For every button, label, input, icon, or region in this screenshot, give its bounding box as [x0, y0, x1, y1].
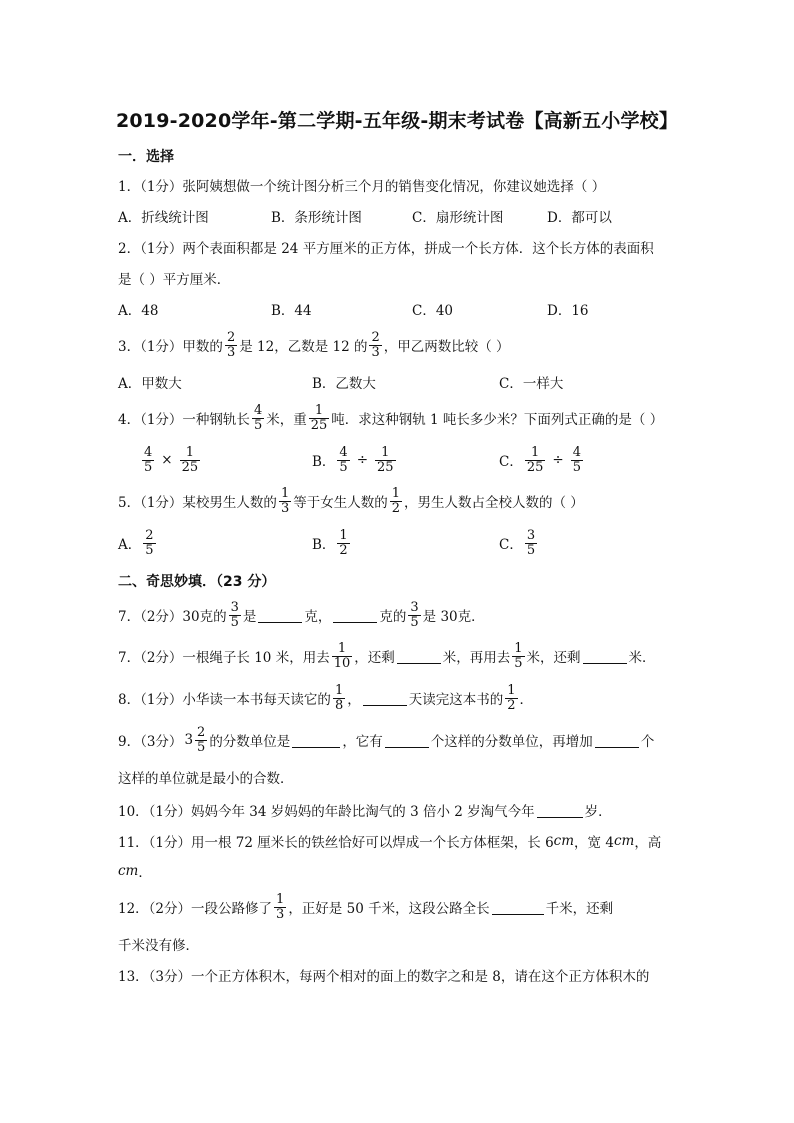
q7a-text-3: 克， [304, 609, 332, 625]
numerator: 1 [339, 527, 348, 543]
denominator: 3 [276, 906, 285, 922]
fraction [142, 446, 154, 475]
fraction [369, 331, 381, 360]
answer-blank [492, 900, 544, 915]
option-label: C． [499, 537, 523, 553]
numerator: 1 [514, 640, 523, 656]
q5-text-1: 5．（1分）某校男生人数的 [118, 495, 277, 511]
denominator: 25 [526, 459, 544, 475]
numerator: 1 [507, 682, 516, 698]
question-3 [118, 330, 510, 360]
fraction [180, 446, 201, 475]
question-11-line-2 [118, 856, 152, 886]
q4-option-a [140, 445, 202, 475]
q4-text-3: 吨．求这种钢轨 1 吨长多少米？下面列式正确的是（ ） [331, 412, 664, 428]
q3-text-2: 是 12，乙数是 12 的 [239, 339, 368, 355]
denominator: 3 [280, 500, 290, 516]
unit-cm: cm [118, 863, 139, 879]
numerator: 1 [391, 485, 400, 501]
denominator: 5 [514, 655, 523, 671]
question-5 [118, 486, 584, 516]
numerator: 2 [371, 329, 380, 345]
numerator: 3 [410, 599, 419, 615]
denominator: 5 [339, 459, 348, 475]
fraction [375, 446, 396, 475]
denominator: 8 [334, 697, 344, 713]
q7b-text-1: 7．（2分）一根绳子长 10 米，用去 [118, 650, 330, 666]
q8-text-3: 天读完这本书的 [408, 692, 504, 708]
q12-text-3: 千米，还剩 [545, 901, 614, 917]
numerator: 2 [145, 527, 154, 543]
q7b-text-2: ，还剩 [354, 650, 395, 666]
q1-option-b: B．条形统计图 [271, 210, 362, 226]
denominator: 3 [371, 344, 380, 360]
q9-text-4: 个这样的分数单位，再增加 [430, 734, 593, 750]
denominator: 2 [391, 500, 400, 516]
q7b-text-4: 米，还剩 [526, 650, 581, 666]
q1-option-c: C．扇形统计图 [412, 210, 504, 226]
q10-text-1: 10．（1分）妈妈今年 34 岁妈妈的年龄比淘气的 3 倍小 2 岁淘气今年 [118, 804, 535, 820]
numerator: 1 [314, 402, 324, 418]
fraction [195, 726, 207, 755]
q8-text-1: 8．（1分）小华读一本书每天读它的 [118, 692, 331, 708]
question-12 [118, 892, 613, 922]
question-2-line-2: 是（ ）平方厘米． [118, 272, 231, 288]
numerator: 3 [230, 599, 239, 615]
numerator: 1 [185, 444, 194, 460]
divide-sign: ÷ [552, 452, 564, 468]
answer-blank [363, 691, 407, 706]
denominator: 5 [230, 614, 239, 630]
q12-text-2: ，正好是 50 千米，这段公路全长 [288, 901, 490, 917]
q7a-text-1: 7．（2分）30克的 [118, 609, 227, 625]
q10-text-2: 岁． [584, 804, 612, 820]
numerator: 1 [276, 891, 285, 907]
q1-option-d: D．都可以 [547, 210, 612, 226]
question-9-line-2: 这样的单位就是最小的合数． [118, 771, 294, 787]
denominator: 25 [181, 459, 199, 475]
q3-text-3: ，甲乙两数比较（ ） [383, 339, 510, 355]
fraction [333, 684, 345, 713]
denominator: 5 [253, 417, 263, 433]
question-7b [118, 641, 656, 671]
q5-text-2: 等于女生人数的 [293, 495, 388, 511]
q2-option-c: C．40 [412, 303, 454, 319]
fraction [252, 404, 264, 433]
question-12-line-2: 千米没有修． [118, 938, 199, 954]
denominator: 5 [197, 739, 206, 755]
q9-text-2: 的分数单位是 [209, 734, 291, 750]
denominator: 5 [144, 459, 153, 475]
answer-blank [583, 649, 627, 664]
question-7a [118, 600, 485, 630]
q1-option-a: A．折线统计图 [118, 210, 209, 226]
unit-cm: cm [553, 833, 575, 849]
numerator: 1 [337, 640, 347, 656]
multiply-sign: × [161, 452, 173, 468]
q4-text-1: 4．（1分）一种钢轨长 [118, 412, 250, 428]
q2-option-a: A．48 [118, 303, 159, 319]
option-label: C． [499, 454, 523, 470]
denominator: 10 [333, 655, 351, 671]
section-heading-fill: 二、奇思妙填．（23 分） [118, 574, 276, 590]
answer-blank [595, 733, 639, 748]
q11-text-3: ，高 [634, 835, 662, 851]
denominator: 3 [226, 344, 236, 360]
fraction [309, 404, 330, 433]
q9-text-5: 个 [640, 734, 655, 750]
answer-blank [537, 803, 583, 818]
numerator: 1 [530, 444, 540, 460]
fraction [512, 642, 524, 671]
page-title: 2019-2020学年-第二学期-五年级-期末考试卷【高新五小学校】 [115, 110, 679, 132]
question-13: 13．（3分）一个正方体积木，每两个相对的面上的数字之和是 8，请在这个正方体积木的 [118, 969, 650, 985]
numerator: 1 [381, 444, 390, 460]
denominator: 2 [339, 542, 348, 558]
section-heading-choice: 一．选择 [118, 149, 174, 165]
q4-text-2: 米，重 [266, 412, 307, 428]
answer-blank [258, 608, 302, 623]
fraction [390, 487, 402, 516]
numerator: 2 [226, 329, 236, 345]
option-label: B． [312, 454, 336, 470]
question-4 [118, 403, 663, 433]
denominator: 25 [310, 417, 328, 433]
fraction [332, 642, 353, 671]
fraction [525, 529, 537, 558]
q2-option-b: B．44 [271, 303, 312, 319]
q3-text-1: 3．（1分）甲数的 [118, 339, 223, 355]
answer-blank [333, 608, 377, 623]
fraction [408, 601, 420, 630]
q11-line2-end: ． [138, 865, 152, 881]
fraction [279, 487, 291, 516]
option-label: A． [118, 537, 142, 553]
denominator: 5 [526, 542, 536, 558]
denominator: 25 [377, 459, 394, 475]
q7b-text-5: 米． [628, 650, 656, 666]
unit-cm: cm [613, 833, 635, 849]
q3-option-b: B．乙数大 [312, 376, 376, 392]
question-11 [118, 826, 661, 856]
fraction [143, 529, 155, 558]
numerator: 4 [572, 444, 581, 460]
question-8 [118, 683, 533, 713]
q4-option-c [499, 445, 585, 475]
q9-text-3: ，它有 [342, 734, 383, 750]
q7a-text-2: 是 [242, 609, 257, 625]
numerator: 4 [253, 402, 263, 418]
numerator: 4 [339, 444, 348, 460]
denominator: 5 [572, 459, 581, 475]
q8-text-4: ． [519, 692, 533, 708]
question-2-line-1: 2．（1分）两个表面积都是 24 平方厘米的正方体，拼成一个长方体．这个长方体的表面积 [118, 241, 654, 257]
q5-text-3: ，男生人数占全校人数的（ ） [404, 495, 584, 511]
numerator: 3 [526, 527, 536, 543]
fraction [337, 529, 349, 558]
q3-option-a: A．甲数大 [118, 376, 182, 392]
q2-option-d: D．16 [547, 303, 589, 319]
question-1: 1．（1分）张阿姨想做一个统计图分析三个月的销售变化情况，你建议她选择（ ） [118, 179, 606, 195]
answer-blank [292, 733, 340, 748]
answer-blank [397, 649, 441, 664]
q5-option-a [118, 528, 158, 558]
numerator: 2 [197, 724, 206, 740]
fraction [337, 446, 349, 475]
q11-text-2: ，宽 4 [574, 835, 614, 851]
numerator: 1 [280, 485, 290, 501]
divide-sign: ÷ [356, 452, 369, 468]
denominator: 5 [145, 542, 154, 558]
numerator: 1 [334, 682, 344, 698]
denominator: 2 [507, 697, 516, 713]
fraction [571, 446, 583, 475]
q5-option-c [499, 528, 539, 558]
q4-option-b [312, 445, 398, 475]
q12-text-1: 12．（2分）一段公路修了 [118, 901, 273, 917]
fraction [505, 684, 517, 713]
q5-option-b [312, 528, 352, 558]
fraction [225, 331, 237, 360]
q7b-text-3: 米，再用去 [442, 650, 511, 666]
q8-text-2: ， [347, 692, 361, 708]
q9-text-1: 9．（3分） [118, 734, 183, 750]
answer-blank [385, 733, 429, 748]
denominator: 5 [410, 614, 419, 630]
q11-text-1: 11．（1分）用一根 72 厘米长的铁丝恰好可以焊成一个长方体框架，长 6 [118, 835, 554, 851]
fraction [274, 893, 286, 922]
q7a-text-4: 克的 [379, 609, 407, 625]
mixed-number-integer: 3 [184, 732, 194, 748]
fraction [525, 446, 546, 475]
q3-option-c: C．一样大 [499, 376, 564, 392]
question-10 [118, 795, 612, 825]
fraction [229, 601, 241, 630]
q7a-text-5: 是 30克． [422, 609, 485, 625]
question-9 [118, 725, 654, 755]
option-label: B． [312, 537, 336, 553]
numerator: 4 [144, 444, 153, 460]
